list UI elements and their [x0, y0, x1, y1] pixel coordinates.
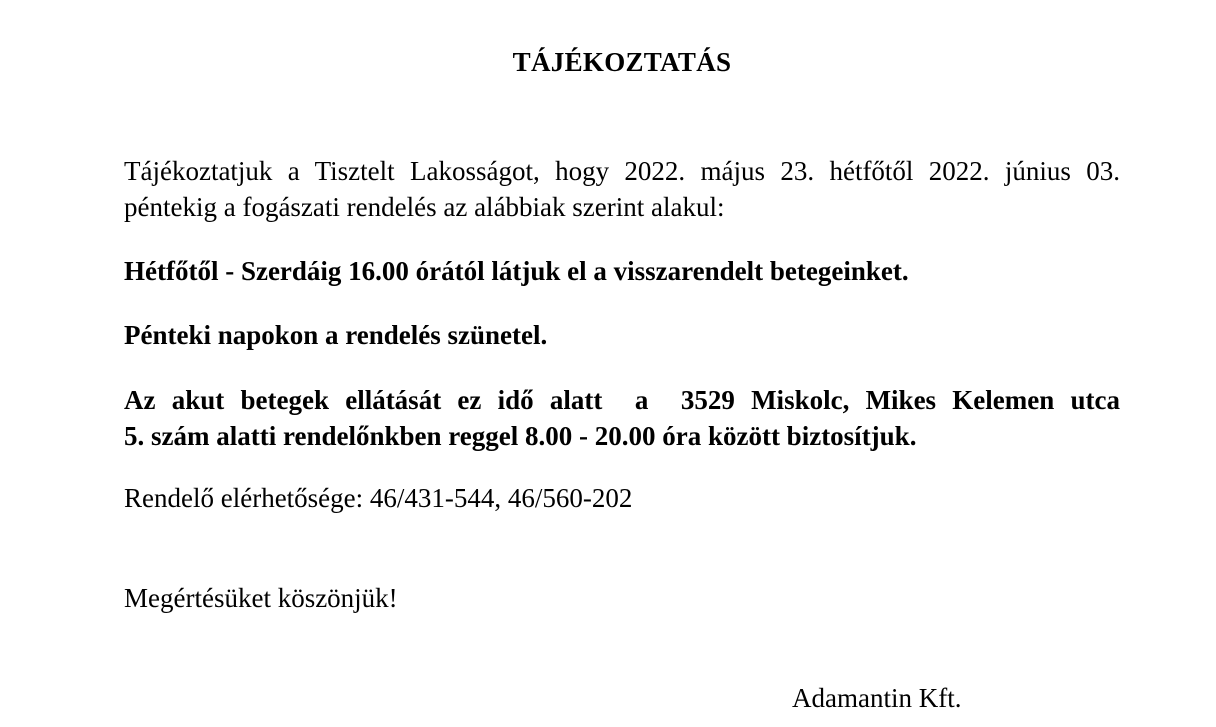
contact-paragraph: Rendelő elérhetősége: 46/431-544, 46/560-202 [124, 483, 633, 513]
signature: Adamantin Kft. [792, 683, 962, 713]
schedule-mon-wed-paragraph: Hétfőtől - Szerdáig 16.00 órától látjuk el a visszarendelt betegeinket. [124, 256, 909, 286]
acute-care-paragraph [124, 382, 1120, 454]
intro-paragraph: Tájékoztatjuk a Tisztelt Lakosságot, hogy 2022. május 23. hétfőtől 2022. június 03. péntekig a fogászati rendelés az alábbiak szerint alakul: [124, 156, 1120, 222]
acute-care-line-2: 5. szám alatti rendelőnkben reggel 8.00 - 20.00 óra között biztosítjuk. [124, 421, 917, 451]
acute-care-line-1: Az akut betegek ellátását ez idő alatt a 3529 Miskolc, Mikes Kelemen utca [124, 385, 1120, 415]
thanks-paragraph: Megértésüket köszönjük! [124, 583, 398, 613]
schedule-friday-paragraph: Pénteki napokon a rendelés szünetel. [124, 320, 548, 350]
document-title: TÁJÉKOZTATÁS [512, 47, 732, 77]
